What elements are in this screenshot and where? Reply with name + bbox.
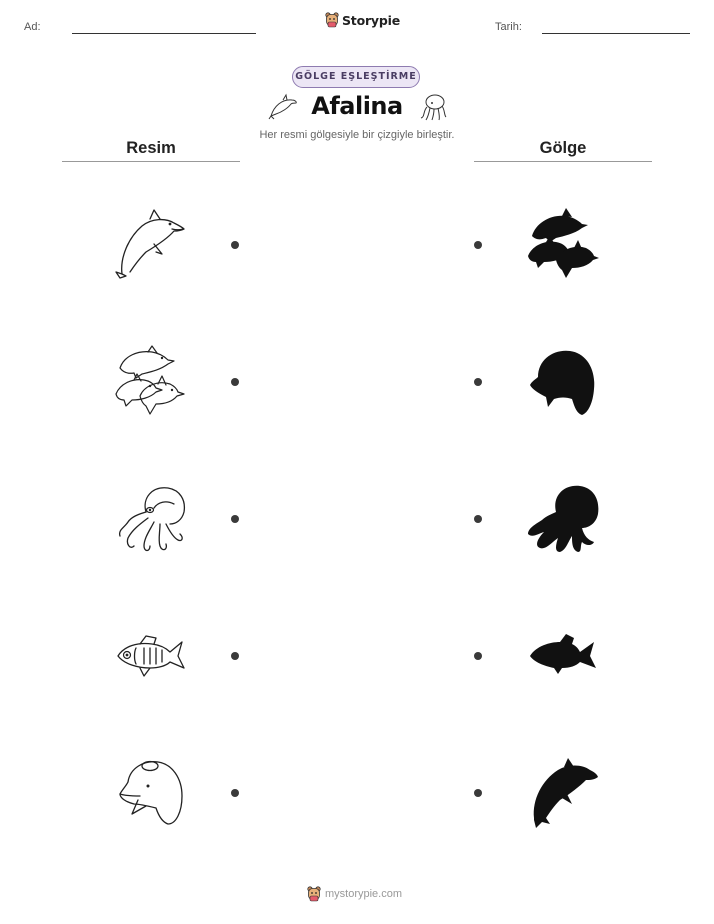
column-header-picture: Resim [126, 139, 176, 157]
date-label: Tarih: [495, 21, 522, 33]
dolphin-pod-shadow-icon [526, 208, 600, 280]
match-dot-left[interactable] [231, 652, 239, 660]
dolphin-head-icon [114, 756, 188, 828]
dolphin-head-shadow-icon [528, 347, 598, 417]
name-label: Ad: [24, 21, 41, 33]
match-dot-left[interactable] [231, 515, 239, 523]
page-title: Afalina [311, 92, 403, 120]
match-dot-right[interactable] [474, 241, 482, 249]
match-dot-right[interactable] [474, 789, 482, 797]
fish-icon [116, 634, 186, 678]
match-dot-right[interactable] [474, 378, 482, 386]
match-dot-right[interactable] [474, 515, 482, 523]
storypie-mascot-icon [325, 12, 339, 28]
storypie-mascot-icon [307, 886, 321, 902]
octopus-shadow-icon [526, 484, 600, 554]
dolphin-pod-icon [114, 346, 188, 418]
brand-logo [325, 12, 400, 28]
date-line[interactable] [542, 33, 690, 34]
brand-name: Storypie [342, 12, 400, 28]
dolphin-jumping-shadow-icon [526, 756, 600, 828]
match-dot-left[interactable] [231, 378, 239, 386]
dolphin-doodle-icon [268, 94, 298, 120]
octopus-doodle-icon [418, 93, 448, 121]
fish-shadow-icon [528, 634, 598, 674]
instruction-text: Her resmi gölgesiyle bir çizgiyle birleştir. [259, 129, 455, 141]
match-dot-right[interactable] [474, 652, 482, 660]
octopus-icon [114, 484, 188, 554]
column-underline-right [474, 161, 652, 162]
match-dot-left[interactable] [231, 241, 239, 249]
column-header-shadow: Gölge [539, 139, 587, 157]
column-underline-left [62, 161, 240, 162]
footer [307, 886, 402, 902]
match-dot-left[interactable] [231, 789, 239, 797]
name-line[interactable] [72, 33, 256, 34]
activity-badge: GÖLGE EŞLEŞTİRME [292, 66, 420, 88]
footer-url[interactable]: mystorypie.com [325, 888, 403, 900]
dolphin-jumping-icon [112, 208, 188, 280]
